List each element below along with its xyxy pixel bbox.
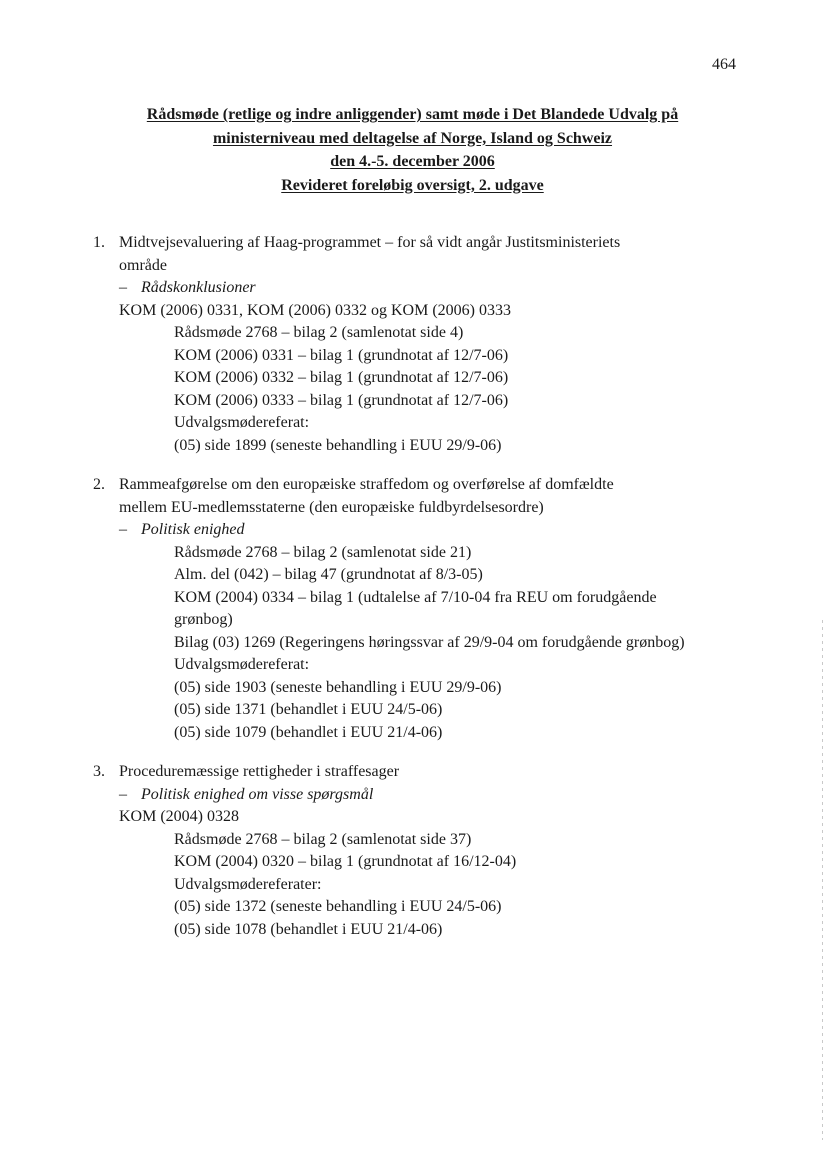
reference-line: Alm. del (042) – bilag 47 (grundnotat af 8/3-05) — [174, 566, 483, 583]
agenda-item-2 — [93, 474, 813, 744]
reference-line: KOM (2006) 0332 – bilag 1 (grundnotat af 12/7-06) — [174, 369, 509, 386]
dash: – — [119, 785, 127, 803]
reference-line: grønbog) — [174, 611, 233, 628]
reference-line: (05) side 1899 (seneste behandling i EUU 29/9-06) — [174, 436, 502, 454]
header-line-3: den 4.-5. december 2006 — [330, 153, 495, 170]
item-title-line: mellem EU-medlemsstaterne (den europæiske fuldbyrdelsesordre) — [119, 498, 544, 516]
item-number: 1. — [93, 234, 105, 251]
reference-line: Rådsmøde 2768 – bilag 2 (samlenotat side 21) — [174, 543, 472, 561]
agenda-item-3 — [93, 761, 813, 941]
scan-edge-artifact — [822, 620, 823, 1140]
item-status: Politisk enighed om visse spørgsmål — [141, 785, 374, 803]
reference-line: Udvalgsmødereferater: — [174, 875, 322, 893]
item-number: 2. — [93, 476, 105, 493]
header-line-2: ministerniveau med deltagelse af Norge, Island og Schweiz — [212, 129, 613, 147]
reference-line: KOM (2006) 0333 – bilag 1 (grundnotat af 12/7-06) — [174, 391, 509, 409]
item-number: 3. — [93, 763, 105, 780]
dash: – — [119, 279, 127, 296]
com-reference: KOM (2006) 0331, KOM (2006) 0332 og KOM (2006) 0333 — [119, 301, 511, 319]
reference-line: Rådsmøde 2768 – bilag 2 (samlenotat side 37) — [174, 830, 472, 848]
item-title-line: område — [119, 256, 167, 274]
header-line-1: Rådsmøde (retlige og indre anliggender) samt møde i Det Blandede Udvalg på — [146, 106, 679, 123]
reference-line: Udvalgsmødereferat: — [174, 414, 310, 431]
reference-line: (05) side 1903 (seneste behandling i EUU 29/9-06) — [174, 678, 502, 696]
reference-line: (05) side 1371 (behandlet i EUU 24/5-06) — [174, 701, 443, 718]
reference-line: Bilag (03) 1269 (Regeringens høringssvar af 29/9-04 om forudgående grønbog) — [174, 633, 685, 651]
item-title-line: Midtvejsevaluering af Haag-programmet – for så vidt angår Justitsministeriets — [119, 234, 621, 251]
reference-line: Udvalgsmødereferat: — [174, 656, 310, 673]
reference-line: KOM (2006) 0331 – bilag 1 (grundnotat af 12/7-06) — [174, 346, 509, 364]
item-status-row — [119, 277, 813, 300]
item-title-line: Proceduremæssige rettigheder i straffesager — [119, 763, 400, 780]
item-status-row — [119, 519, 813, 542]
item-status: Politisk enighed — [141, 521, 245, 538]
header-line-4: Revideret foreløbig oversigt, 2. udgave — [281, 176, 544, 194]
reference-line: (05) side 1372 (seneste behandling i EUU 24/5-06) — [174, 898, 502, 915]
reference-line: (05) side 1079 (behandlet i EUU 21/4-06) — [174, 723, 443, 741]
reference-line: KOM (2004) 0320 – bilag 1 (grundnotat af 16/12-04) — [174, 853, 517, 870]
item-status-row — [119, 784, 813, 807]
reference-line: (05) side 1078 (behandlet i EUU 21/4-06) — [174, 920, 443, 938]
com-reference: KOM (2004) 0328 — [119, 808, 239, 825]
dash: – — [119, 521, 127, 538]
agenda-list — [93, 232, 813, 941]
reference-line: KOM (2004) 0334 – bilag 1 (udtalelse af 7/10-04 fra REU om forudgående — [174, 588, 657, 606]
item-status: Rådskonklusioner — [141, 279, 256, 296]
page-number: 464 — [712, 56, 736, 73]
agenda-item-1 — [93, 232, 813, 457]
document-header — [0, 103, 825, 197]
item-title-line: Rammeafgørelse om den europæiske straffedom og overførelse af domfældte — [119, 476, 614, 493]
reference-line: Rådsmøde 2768 – bilag 2 (samlenotat side 4) — [174, 324, 464, 341]
